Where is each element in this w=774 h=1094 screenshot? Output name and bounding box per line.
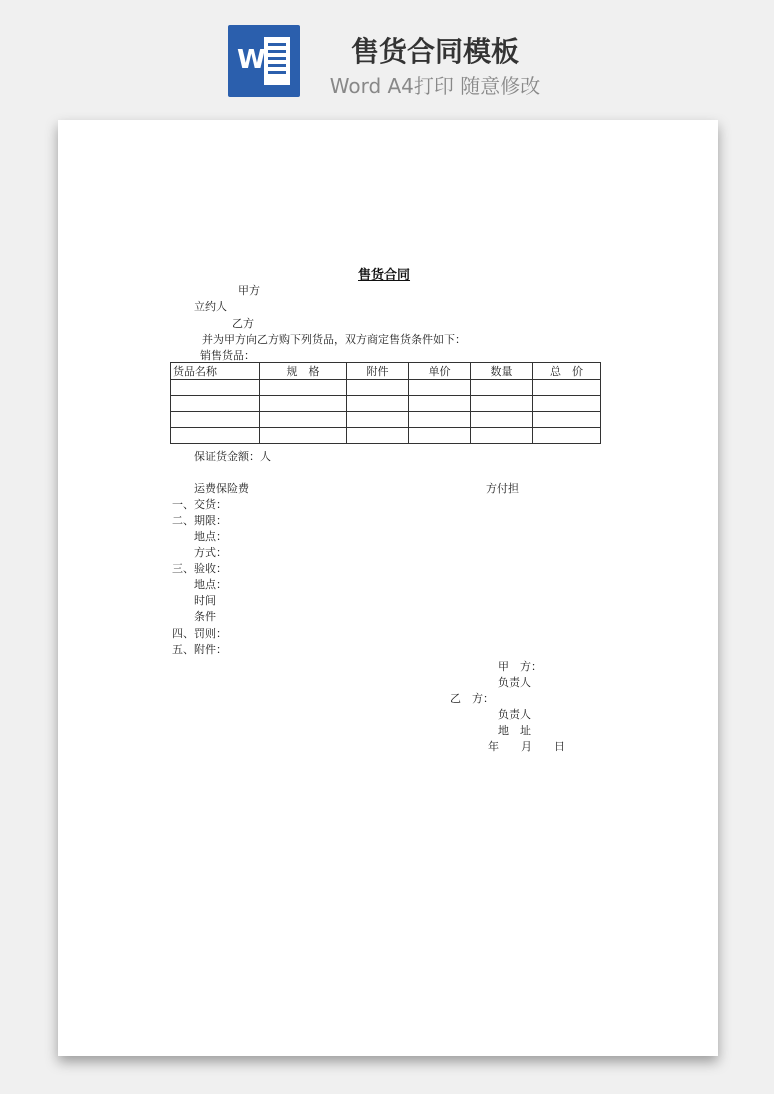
clause-term: 二、期限： <box>172 514 227 527</box>
table-row <box>171 412 601 428</box>
document-title: 售货合同 <box>358 268 411 283</box>
table-header-cell: 单价 <box>409 363 471 380</box>
clause-attachment: 五、附件： <box>172 643 227 656</box>
goods-table <box>170 362 601 444</box>
signature-date: 年 月 日 <box>488 740 565 753</box>
table-row <box>171 396 601 412</box>
signatory-label: 立约人 <box>194 300 227 313</box>
goods-label: 销售货品： <box>200 349 255 362</box>
table-row <box>171 380 601 396</box>
clause-time: 时间 <box>194 594 216 607</box>
table-header-cell: 总 价 <box>533 363 601 380</box>
document-page <box>58 120 718 1056</box>
clause-delivery: 一、交货： <box>172 498 227 511</box>
table-header-row <box>171 363 601 380</box>
table-header-cell: 货品名称 <box>171 363 260 380</box>
clause-conditions: 条件 <box>194 610 216 623</box>
intro-text: 并为甲方向乙方购下列货品，双方商定售货条件如下： <box>202 333 466 346</box>
clause-place: 地点： <box>194 530 227 543</box>
word-icon-letter: W <box>237 45 265 75</box>
clause-penalty: 四、罚则： <box>172 627 227 640</box>
word-icon <box>228 25 300 97</box>
page-title: 售货合同模板 <box>350 35 519 68</box>
deposit-line: 保证货金额：人 <box>194 450 271 463</box>
signature-party-b: 乙 方： <box>450 692 494 705</box>
signature-party-a-person: 负责人 <box>498 676 531 689</box>
table-header-cell: 附件 <box>347 363 409 380</box>
freight-label: 运费保险费 <box>194 482 249 495</box>
party-a-label: 甲方 <box>238 284 260 297</box>
clause-method: 方式： <box>194 546 227 559</box>
clause-inspection: 三、验收： <box>172 562 227 575</box>
table-row <box>171 428 601 444</box>
signature-party-a: 甲 方： <box>498 660 542 673</box>
party-b-label: 乙方 <box>232 317 254 330</box>
signature-party-b-person: 负责人 <box>498 708 531 721</box>
template-header <box>0 0 774 110</box>
page-subtitle: Word A4打印 随意修改 <box>329 74 541 98</box>
table-header-cell: 数量 <box>471 363 533 380</box>
signature-address: 地 址 <box>498 724 531 737</box>
payer-label: 方付担 <box>486 482 519 495</box>
table-header-cell: 规 格 <box>260 363 347 380</box>
clause-inspection-place: 地点： <box>194 578 227 591</box>
